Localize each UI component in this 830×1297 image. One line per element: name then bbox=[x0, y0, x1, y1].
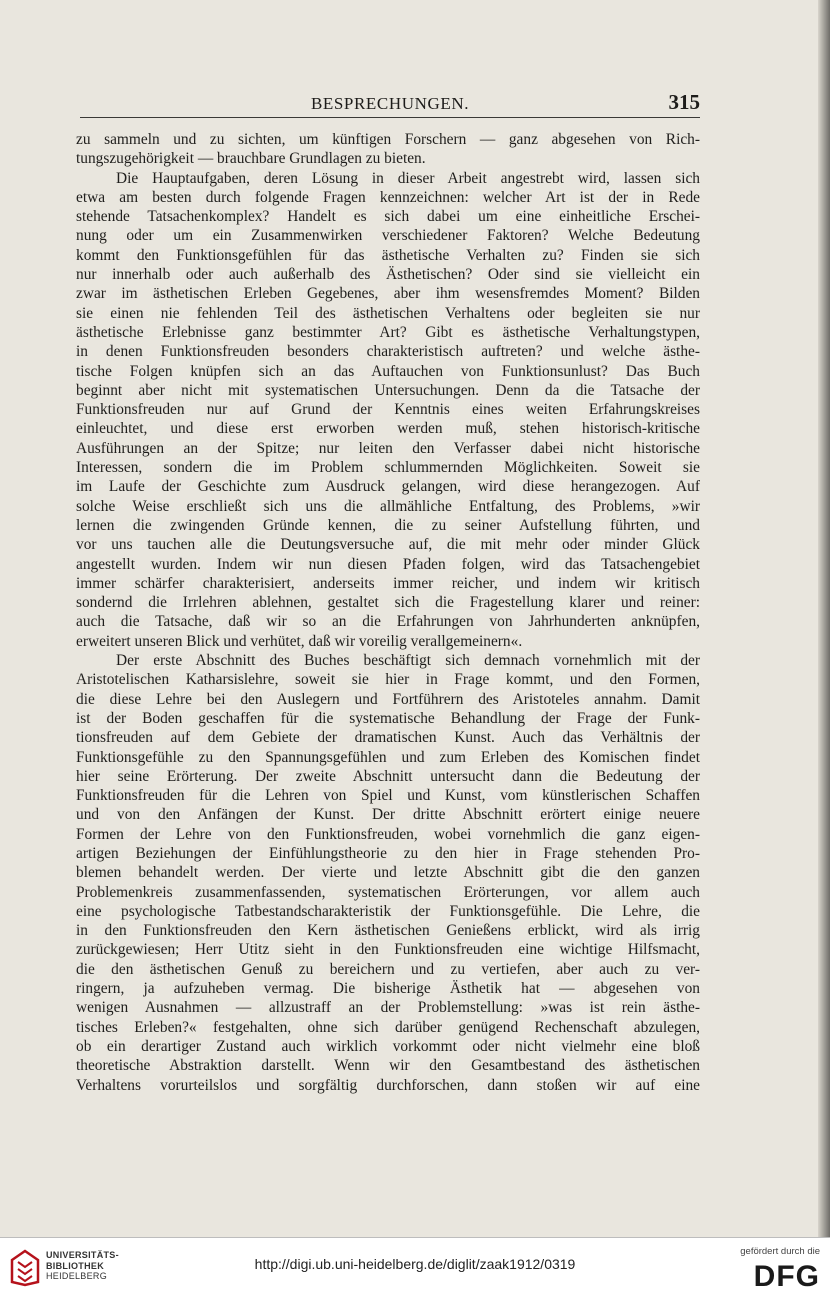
text-line: die den ästhetischen Genuß zu bereichern und zu vertiefen, aber auch zu ver- bbox=[76, 960, 700, 978]
dfg-logo[interactable]: DFG bbox=[753, 1260, 820, 1293]
text-line: einleuchtet, und diese erst erworben werden muß, stehen historisch-kritische bbox=[76, 420, 700, 438]
text-line: Funktionsfreuden nur auf Grund der Kenntnis eines weiten Erfahrungskreises bbox=[76, 401, 700, 419]
text-line: artigen Beziehungen der Einfühlungstheorie zu den hier in Frage stehenden Pro- bbox=[76, 844, 700, 862]
text-line: zurückgewiesen; Herr Utitz sieht in den Funktionsfreuden eine wichtige Hilfsmacht, bbox=[76, 941, 700, 959]
body-text bbox=[76, 130, 700, 1095]
running-header-title: BESPRECHUNGEN. bbox=[310, 94, 470, 113]
text-line: auch die Tatsache, daß wir so an die Erfahrungen von Jahrhunderten anknüpfen, bbox=[76, 613, 700, 631]
text-line: in denen Funktionsfreuden besonders charakteristisch auftreten? und welche ästhe- bbox=[76, 343, 700, 361]
text-line: lernen die zwingenden Gründe kennen, die zu seiner Aufstellung führten, und bbox=[76, 516, 700, 534]
text-line: in den Funktionsfreuden den Kern ästhetischen Genießens erblickt, wird als irrig bbox=[76, 922, 700, 940]
text-line: tungszugehörigkeit — brauchbare Grundlagen zu bieten. bbox=[76, 150, 426, 168]
text-line: erweitert unseren Blick und verhütet, daß wir voreilig verallgemeinern«. bbox=[76, 632, 523, 650]
text-line: Problemenkreis zusammenfassenden, systematischen Erörterungen, vor allem auch bbox=[76, 883, 700, 901]
permalink-url[interactable]: http://digi.ub.uni-heidelberg.de/diglit/zaak1912/0319 bbox=[254, 1256, 576, 1272]
text-line: ringern, ja aufzuheben vermag. Die bisherige Ästhetik hat — abgesehen von bbox=[76, 980, 700, 998]
text-line: wenigen Ausnahmen — allzustraff an der Problemstellung: »was ist rein ästhe- bbox=[76, 999, 700, 1017]
text-line: etwa am besten durch folgende Fragen kennzeichnen: welcher Art ist der in Rede bbox=[76, 188, 700, 206]
text-line: zu sammeln und zu sichten, um künftigen Forschern — ganz abgesehen von Rich- bbox=[76, 131, 700, 148]
library-name-line3: HEIDELBERG bbox=[46, 1271, 108, 1281]
funding-caption: gefördert durch die bbox=[740, 1246, 820, 1257]
footer-bar bbox=[0, 1237, 830, 1297]
text-line: die diese Lehre bei den Auslegern und Fortführern des Aristoteles annahm. Damit bbox=[76, 690, 700, 708]
text-line: tische Folgen knüpfen sich an das Auftauchen von Funktionsunlust? Das Buch bbox=[76, 362, 700, 380]
text-line: kommt den Funktionsgefühlen für das ästhetische Verhalten zu? Finden sie sich bbox=[76, 246, 700, 264]
text-line: Funktionsgefühle zu den Spannungsgefühlen und zum Erleben des Komischen findet bbox=[76, 748, 700, 766]
text-line: sondernd die Irrlehren ablehnen, gestaltet sich die Fragestellung klarer und reiner: bbox=[76, 594, 700, 612]
text-line: theoretische Abstraktion darstellt. Wenn wir den Gesamtbestand des ästhetischen bbox=[76, 1057, 700, 1075]
text-line: Ausführungen an der Spitze; nur leiten den Verfasser dabei nicht historische bbox=[76, 439, 700, 457]
text-line: zwar im ästhetischen Erleben Gegebenes, aber ihm wesensfremdes Moment? Bilden bbox=[76, 285, 700, 303]
text-line: Aristotelischen Katharsislehre, soweit sie hier in Frage kommt, und den Formen, bbox=[76, 671, 700, 689]
text-line: nung oder um ein Zusammenwirken verschiedener Faktoren? Welche Bedeutung bbox=[76, 227, 700, 245]
text-line: ist der Boden geschaffen für die systematische Behandlung der Frage der Funk- bbox=[76, 709, 700, 727]
text-line: hier seine Erörterung. Der zweite Abschnitt untersucht dann die Bedeutung der bbox=[76, 767, 700, 785]
page-number: 315 bbox=[668, 90, 700, 114]
text-line: tionsfreuden auf dem Gebiete der dramatischen Kunst. Auch das Verhältnis der bbox=[76, 729, 700, 747]
text-line: Die Hauptaufgaben, deren Lösung in dieser Arbeit angestrebt wird, lassen sich bbox=[116, 169, 700, 187]
text-line: blemen behandelt werden. Der vierte und letzte Abschnitt gibt die den ganzen bbox=[76, 864, 700, 882]
library-name-line1: UNIVERSITÄTS- bbox=[46, 1250, 119, 1260]
text-line: immer schärfer charakterisiert, anderseits immer reicher, und indem wir kritisch bbox=[76, 574, 700, 592]
text-line: eine psychologische Tatbestandscharakteristik der Funktionsgefühle. Die Lehre, die bbox=[76, 902, 700, 920]
text-line: Der erste Abschnitt des Buches beschäftigt sich demnach vornehmlich mit der bbox=[116, 652, 700, 670]
header-rule bbox=[80, 117, 700, 118]
text-line: vor uns tauchen alle die Deutungsversuche auf, die mit mehr oder minder Glück bbox=[76, 536, 700, 554]
text-line: Formen der Lehre von den Funktionsfreuden, wobei vornehmlich die ganz eigen- bbox=[76, 825, 700, 843]
text-line: und von den Anfängen der Kunst. Der dritte Abschnitt erörtert einige neuere bbox=[76, 806, 700, 824]
text-line: Verhaltens vorurteilslos und sorgfältig durchforschen, dann stoßen wir auf eine bbox=[76, 1076, 700, 1094]
text-line: stehende Tatsachenkomplex? Handelt es sich dabei um eine einheitliche Erschei- bbox=[76, 208, 700, 226]
running-header bbox=[80, 90, 700, 116]
text-line: sie einen nie fehlenden Teil des ästhetischen Verhaltens oder begleiten sie nur bbox=[76, 304, 700, 322]
text-line: tisches Erleben?« festgehalten, ohne sich darüber genügend Rechenschaft abzulegen, bbox=[76, 1018, 700, 1036]
book-page bbox=[60, 0, 716, 1237]
text-line: solche Weise erschließt sich uns die allmähliche Entfaltung, des Problems, »wir bbox=[76, 497, 700, 515]
text-line: beginnt aber nicht mit systematischen Untersuchungen. Denn da die Tatsache der bbox=[76, 381, 700, 399]
page-edge-shadow bbox=[818, 0, 830, 1237]
text-line: angestellt wurden. Indem wir nun diesen Pfaden folgen, wird das Tatsachengebiet bbox=[76, 555, 700, 573]
text-line: Funktionsfreuden für die Lehren von Spiel und Kunst, vom künstlerischen Schaffen bbox=[76, 787, 700, 805]
text-line: im Laufe der Geschichte zum Ausdruck gelangen, wird diese herangezogen. Auf bbox=[76, 478, 700, 496]
text-line: ästhetische Erlebnisse ganz bestimmter Art? Gibt es ästhetische Verhaltungstypen, bbox=[76, 323, 700, 341]
text-line: ob ein derartiger Zustand auch wirklich vorkommt oder nicht vielmehr eine bloß bbox=[76, 1037, 700, 1055]
text-line: Interessen, sondern die im Problem schlummernden Möglichkeiten. Soweit sie bbox=[76, 459, 700, 477]
library-name-line2: BIBLIOTHEK bbox=[46, 1260, 104, 1271]
text-line: nur innerhalb oder auch außerhalb des Ästhetischen? Oder sind sie vielleicht ein bbox=[76, 266, 700, 284]
